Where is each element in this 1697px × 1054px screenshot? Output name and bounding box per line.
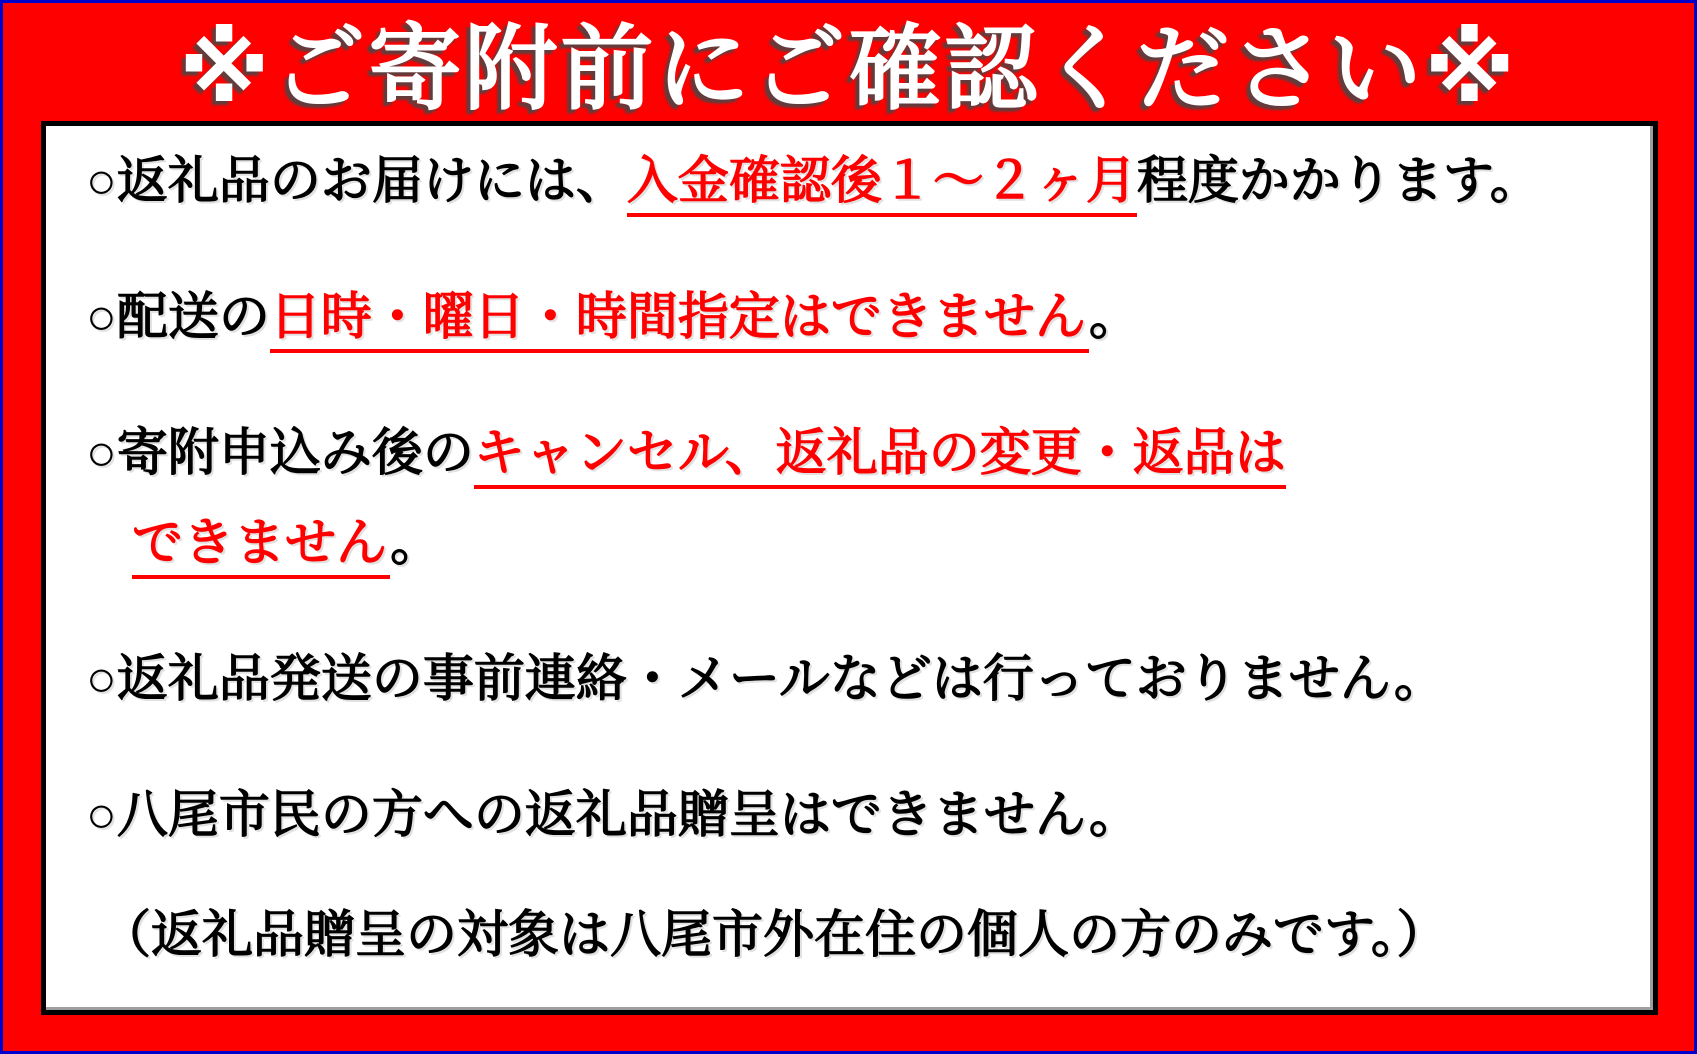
bullet-text: 返礼品のお届けには、 [116,152,627,209]
highlighted-text: 入金確認後１～２ヶ月 [627,152,1137,217]
bullet-marker: ○ [86,288,117,345]
header-title: ※ご寄附前にご確認ください※ [179,17,1518,121]
bullet-marker: ○ [86,152,117,209]
bullet-text: 返礼品発送の事前連絡・メールなどは行っておりません。 [116,650,1445,707]
highlighted-text: できません [132,514,390,579]
bullet-text: 寄附申込み後の [116,424,474,481]
bullet-text: 。 [1088,288,1140,345]
highlighted-text: 日時・曜日・時間指定はできません [270,288,1089,353]
bullet-no-cancellation [86,408,1617,588]
bullet-text: 。 [390,514,442,571]
bullet-marker: ○ [86,786,117,843]
bullet-no-schedule-designation [86,272,1617,362]
notice-box [41,121,1658,1015]
bullet-marker: ○ [86,424,117,481]
header [3,3,1694,119]
bullet-text: 配送の [116,288,270,345]
bullet-delivery-period [86,136,1617,226]
bullet-no-advance-notice [86,634,1617,724]
bullet-subtext: （返礼品贈呈の対象は八尾市外在住の個人の方のみです。） [100,906,1448,963]
highlighted-text: キャンセル、返礼品の変更・返品は [474,424,1286,489]
bullet-marker: ○ [86,650,117,707]
bullet-no-city-residents [86,770,1617,980]
bullet-text: 八尾市民の方への返礼品贈呈はできません。 [116,786,1140,843]
bullet-text: 程度かかります。 [1136,152,1541,209]
